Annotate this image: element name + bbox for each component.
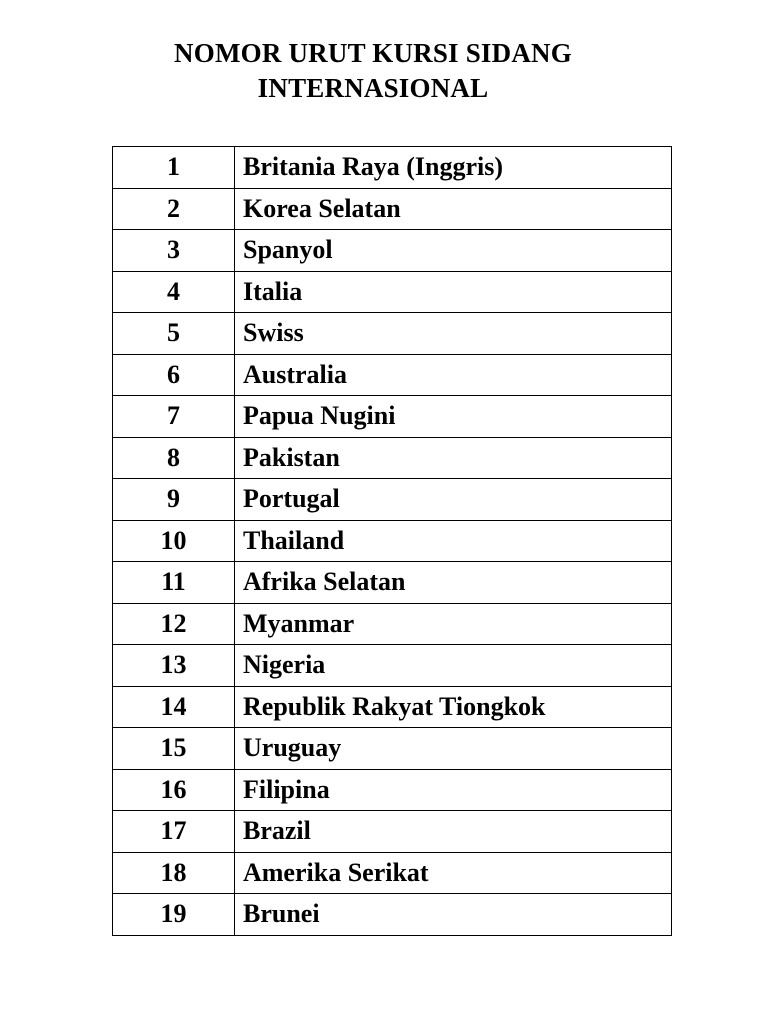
table-row — [113, 811, 672, 853]
country-name: Spanyol — [235, 230, 672, 272]
table-row — [113, 686, 672, 728]
seat-number: 9 — [113, 479, 235, 521]
country-name: Thailand — [235, 520, 672, 562]
seat-number: 19 — [113, 894, 235, 936]
table-row — [113, 188, 672, 230]
seat-number: 15 — [113, 728, 235, 770]
seat-number: 12 — [113, 603, 235, 645]
country-name: Korea Selatan — [235, 188, 672, 230]
table-row — [113, 313, 672, 355]
seat-number: 7 — [113, 396, 235, 438]
seat-number: 13 — [113, 645, 235, 687]
table-row — [113, 645, 672, 687]
country-name: Swiss — [235, 313, 672, 355]
page-title-line-1: NOMOR URUT KURSI SIDANG — [174, 38, 572, 68]
page-title-line-2: INTERNASIONAL — [257, 73, 489, 103]
country-name: Afrika Selatan — [235, 562, 672, 604]
country-name: Filipina — [235, 769, 672, 811]
table-row — [113, 728, 672, 770]
country-name: Australia — [235, 354, 672, 396]
seat-number: 2 — [113, 188, 235, 230]
seat-number: 4 — [113, 271, 235, 313]
country-name: Republik Rakyat Tiongkok — [235, 686, 672, 728]
country-name: Uruguay — [235, 728, 672, 770]
country-name: Myanmar — [235, 603, 672, 645]
table-row — [113, 479, 672, 521]
country-name: Pakistan — [235, 437, 672, 479]
seat-number: 8 — [113, 437, 235, 479]
country-name: Nigeria — [235, 645, 672, 687]
seat-number: 17 — [113, 811, 235, 853]
table-row — [113, 562, 672, 604]
table-row — [113, 769, 672, 811]
seat-number: 6 — [113, 354, 235, 396]
seat-number: 11 — [113, 562, 235, 604]
seat-number: 14 — [113, 686, 235, 728]
country-name: Brunei — [235, 894, 672, 936]
table-row — [113, 230, 672, 272]
seat-number: 3 — [113, 230, 235, 272]
country-name: Amerika Serikat — [235, 852, 672, 894]
table-row — [113, 437, 672, 479]
table-row — [113, 852, 672, 894]
seat-number: 10 — [113, 520, 235, 562]
table-row — [113, 520, 672, 562]
seat-number: 1 — [113, 147, 235, 189]
country-name: Britania Raya (Inggris) — [235, 147, 672, 189]
table-row — [113, 396, 672, 438]
page-title — [0, 36, 746, 106]
table-row — [113, 354, 672, 396]
country-name: Italia — [235, 271, 672, 313]
seat-number: 5 — [113, 313, 235, 355]
seat-number: 18 — [113, 852, 235, 894]
country-name: Papua Nugini — [235, 396, 672, 438]
seat-number: 16 — [113, 769, 235, 811]
table-row — [113, 147, 672, 189]
country-name: Brazil — [235, 811, 672, 853]
table-row — [113, 894, 672, 936]
country-name: Portugal — [235, 479, 672, 521]
table-row — [113, 271, 672, 313]
seat-table — [112, 146, 672, 936]
table-row — [113, 603, 672, 645]
